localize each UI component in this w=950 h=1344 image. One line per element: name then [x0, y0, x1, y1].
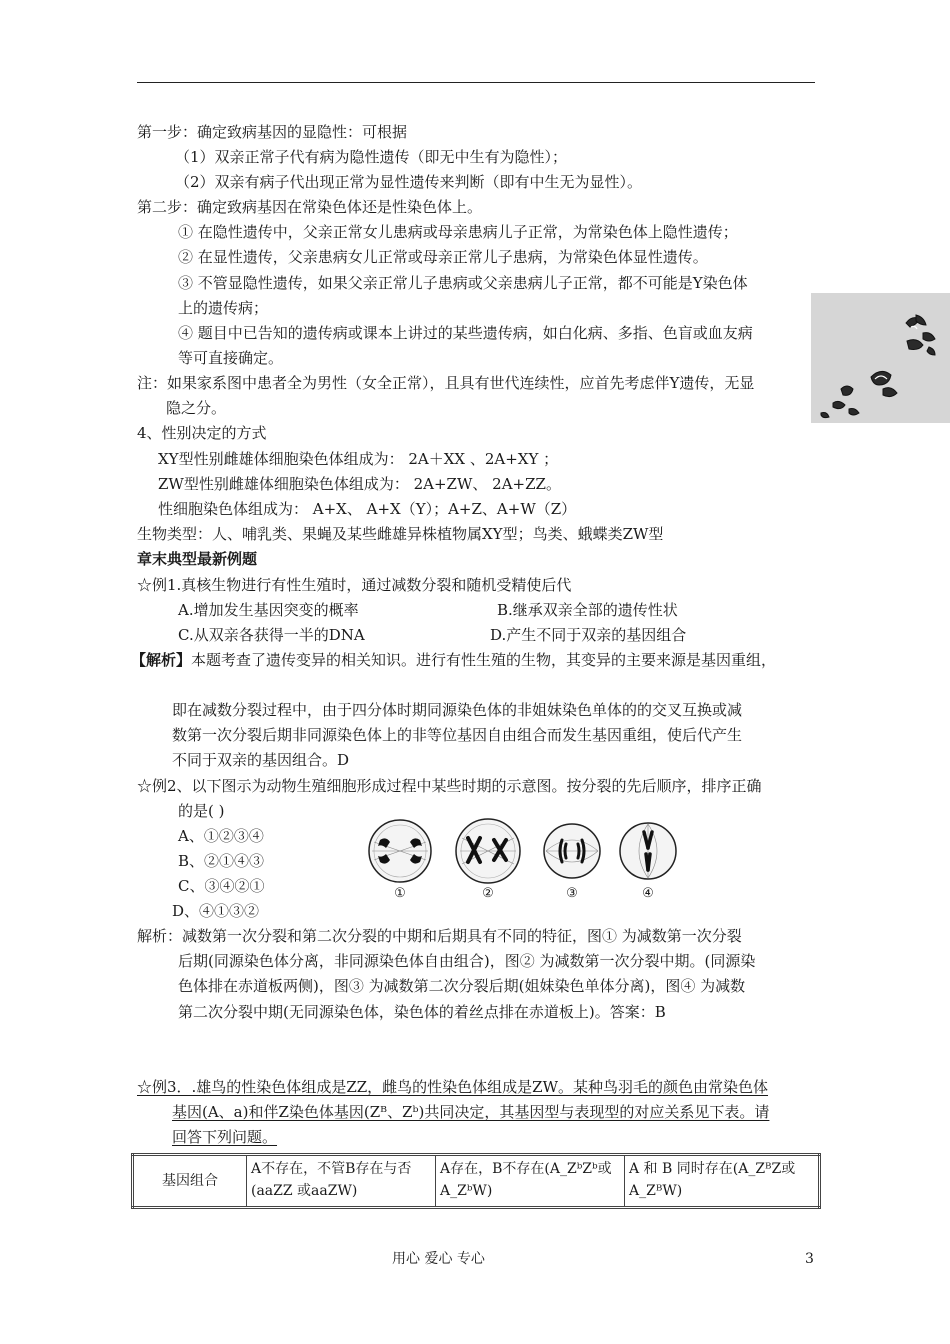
- table-header-cell: 基因组合: [133, 1155, 247, 1208]
- section4-types: 生物类型：人、哺乳类、果蝇及某些雌雄异株植物属XY型；鸟类、蛾蝶类ZW型: [137, 525, 664, 543]
- cell-label-3: ③: [566, 886, 578, 901]
- ex1-option-c: C.从双亲各获得一半的DNA: [178, 626, 365, 644]
- step2-item-4-cont: 等可直接确定。: [178, 349, 284, 367]
- chapter-title: 章末典型最新例题: [137, 550, 258, 568]
- step2-title: 第二步：确定致病基因在常染色体还是性染色体上。: [137, 198, 483, 216]
- step2-item-1: ① 在隐性遗传中，父亲正常女儿患病或母亲患病儿子正常，为常染色体上隐性遗传；: [178, 223, 738, 241]
- table-row: [133, 1155, 820, 1208]
- step2-item-2: ② 在显性遗传，父亲患病女儿正常或母亲正常儿子患病，为常染色体显性遗传。: [178, 248, 708, 266]
- section4-gamete: 性细胞染色体组成为： A+X、 A+X（Y）；A+Z、A+W（Z）: [158, 500, 577, 518]
- step2-item-3-cont: 上的遗传病；: [178, 299, 269, 317]
- cell-3-diagram: [544, 824, 600, 878]
- cell-division-figure: [366, 818, 682, 904]
- chromosome-photo-drawing: [811, 293, 950, 423]
- ex3-line-1: ☆例3．.雄鸟的性染色体组成是ZZ，雌鸟的性染色体组成是ZW。某种鸟羽毛的颜色由常染色体: [137, 1078, 769, 1096]
- section4-xy: XY型性别雌雄体细胞染色体组成为： 2A＋XX 、2A+XY ；: [158, 450, 559, 468]
- ex1-analysis-text: 本题考查了遗传变异的相关知识。进行有性生殖的生物，其变异的主要来源是基因重组，: [191, 651, 777, 669]
- ex2-analysis-line-2: 后期(同源染色体分离，非同源染色体自由组合)，图② 为减数第一次分裂中期。(同源染: [178, 952, 756, 970]
- ex3-line-3: 回答下列问题。: [172, 1128, 278, 1146]
- section4-zw: ZW型性别雌雄体细胞染色体组成为： 2A+ZW、 2A+ZZ。: [158, 475, 561, 493]
- chromosome-photo: [811, 293, 950, 423]
- step1-title: 第一步：确定致病基因的显隐性：可根据: [137, 123, 408, 141]
- cell-division-drawing: [366, 818, 682, 888]
- page-number: 3: [805, 1251, 814, 1267]
- ex3-line-2: 基因(A、a)和伴Z染色体基因(Zᴮ、Zᵇ)共同决定，其基因型与表现型的对应关系见下表。请: [172, 1103, 770, 1121]
- ex1-analysis-label: 【解析】: [131, 651, 192, 669]
- cell-label-2: ②: [482, 886, 494, 901]
- ex1-option-a: A.增加发生基因突变的概率: [178, 601, 359, 619]
- ex2-analysis-line-1: 解析：减数第一次分裂和第二次分裂的中期和后期具有不同的特征，图① 为减数第一次分裂: [137, 927, 742, 945]
- ex2-option-c: C、③④②①: [178, 877, 265, 895]
- footer-motto: 用心 爱心 专心: [392, 1251, 485, 1267]
- ex2-analysis-line-3: 色体排在赤道板两侧)，图③ 为减数第二次分裂后期(姐妹染色单体分离)，图④ 为减数: [178, 977, 746, 995]
- table-cell-3: A 和 B 同时存在(A_ZᴮZ或A_ZᴮW): [625, 1155, 820, 1208]
- note-line-1: 注：如果家系图中患者全为男性（女全正常），且具有世代连续性，应首先考虑伴Y遗传，无显: [137, 374, 755, 392]
- table-cell-1: A不存在，不管B存在与否(aaZZ 或aaZW): [247, 1155, 436, 1208]
- ex1-analysis-line-1: [131, 650, 776, 670]
- cell-label-4: ④: [642, 886, 654, 901]
- cell-1-diagram: [369, 820, 431, 882]
- step2-item-3: ③ 不管显隐性遗传，如果父亲正常儿子患病或父亲患病儿子正常，都不可能是Y染色体: [178, 274, 748, 292]
- ex1-question: ☆例1.真核生物进行有性生殖时，通过减数分裂和随机受精使后代: [137, 576, 572, 594]
- note-line-2: 隐之分。: [166, 399, 227, 417]
- ex2-option-d: D、④①③②: [172, 902, 260, 920]
- ex1-option-d: D.产生不同于双亲的基因组合: [490, 626, 687, 644]
- cell-label-1: ①: [394, 886, 406, 901]
- ex1-option-b: B.继承双亲全部的遗传性状: [497, 601, 678, 619]
- ex2-option-b: B、②①④③: [178, 852, 265, 870]
- ex2-question-line-2: 的是( ): [178, 802, 225, 820]
- genotype-table: [131, 1153, 821, 1209]
- section4-title: 4、性别决定的方式: [137, 424, 267, 442]
- header-rule: [137, 82, 815, 83]
- ex1-analysis-line-3: 数第一次分裂后期非同源染色体上的非等位基因自由组合而发生基因重组，使后代产生: [172, 726, 743, 744]
- ex2-question-line-1: ☆例2、以下图示为动物生殖细胞形成过程中某些时期的示意图。按分裂的先后顺序，排序正确: [137, 777, 762, 795]
- step1-item-2: （2）双亲有病子代出现正常为显性遗传来判断（即有中生无为显性）。: [175, 173, 643, 191]
- ex1-analysis-line-2: 即在减数分裂过程中，由于四分体时期同源染色体的非姐妹染色单体的的交叉互换或减: [172, 701, 743, 719]
- ex2-analysis-line-4: 第二次分裂中期(无同源染色体，染色体的着丝点排在赤道板上)。答案：B: [178, 1003, 666, 1021]
- ex1-analysis-line-4: 不同于双亲的基因组合。D: [172, 751, 350, 769]
- cell-4-diagram: [620, 823, 676, 879]
- step2-item-4: ④ 题目中已告知的遗传病或课本上讲过的某些遗传病，如白化病、多指、色盲或血友病: [178, 324, 753, 342]
- table-cell-2: A存在，B不存在(A_ZᵇZᵇ或A_ZᵇW): [436, 1155, 625, 1208]
- cell-2-diagram: [456, 819, 520, 883]
- ex2-option-a: A、①②③④: [178, 827, 264, 845]
- step1-item-1: （1）双亲正常子代有病为隐性遗传（即无中生有为隐性）；: [175, 148, 568, 166]
